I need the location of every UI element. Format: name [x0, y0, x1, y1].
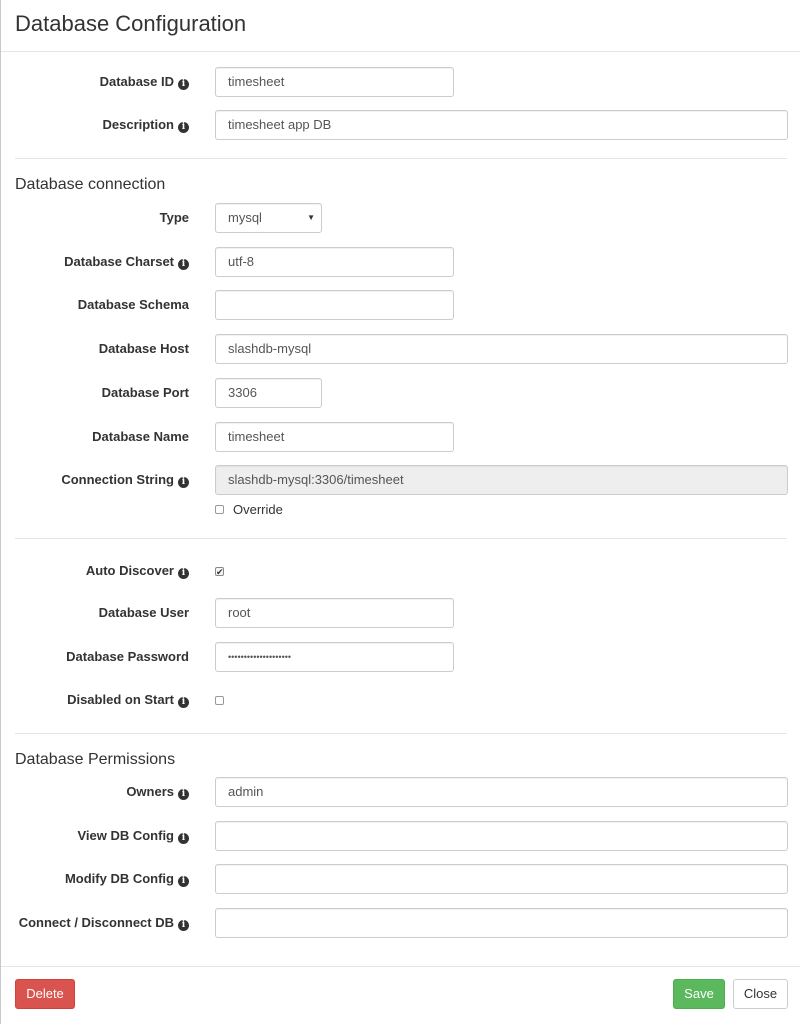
charset-input[interactable]: utf-8 — [215, 247, 454, 277]
info-icon[interactable]: i — [178, 876, 189, 887]
connect-db-row — [1, 908, 800, 942]
modal-header — [1, 0, 800, 52]
caret-down-icon: ▼ — [307, 213, 315, 222]
disabled-on-start-row — [1, 685, 800, 719]
type-select[interactable] — [215, 203, 322, 233]
info-icon[interactable]: i — [178, 789, 189, 800]
db-id-label: Database ID — [99, 74, 174, 89]
port-label: Database Port — [101, 385, 189, 400]
dbname-row — [1, 422, 800, 456]
connect-db-label-wrap — [1, 908, 189, 938]
charset-label-wrap — [1, 247, 189, 277]
info-icon[interactable]: i — [178, 697, 189, 708]
user-label: Database User — [98, 605, 189, 620]
password-label: Database Password — [66, 649, 189, 664]
auto-discover-label-wrap — [1, 556, 189, 586]
info-icon[interactable]: i — [178, 920, 189, 931]
user-row — [1, 598, 800, 632]
conn-string-label: Connection String — [61, 472, 174, 487]
charset-label: Database Charset — [64, 254, 174, 269]
schema-label: Database Schema — [77, 297, 189, 312]
type-select-value: mysql — [228, 210, 262, 225]
dbname-input[interactable]: timesheet — [215, 422, 454, 452]
modify-config-row — [1, 864, 800, 898]
info-icon[interactable]: i — [178, 833, 189, 844]
info-icon[interactable]: i — [178, 79, 189, 90]
port-input[interactable]: 3306 — [215, 378, 322, 408]
check-icon: ✔ — [216, 567, 224, 577]
info-icon[interactable]: i — [178, 568, 189, 579]
auto-discover-label: Auto Discover — [85, 563, 174, 578]
conn-string-input[interactable]: slashdb-mysql:3306/timesheet — [215, 465, 788, 495]
disabled-on-start-label: Disabled on Start — [67, 692, 174, 707]
view-config-input[interactable] — [215, 821, 788, 851]
conn-string-label-wrap — [1, 465, 189, 495]
owners-label-wrap — [1, 777, 189, 807]
modal-title: Database Configuration — [15, 11, 247, 36]
dbname-label: Database Name — [92, 429, 189, 444]
description-label-wrap — [1, 110, 189, 140]
type-label: Type — [159, 210, 189, 225]
disabled-on-start-checkbox[interactable] — [215, 696, 224, 705]
owners-input[interactable]: admin — [215, 777, 788, 807]
auto-discover-row — [1, 556, 800, 590]
view-config-label: View DB Config — [77, 828, 174, 843]
view-config-row — [1, 821, 800, 855]
permissions-section-title: Database Permissions — [15, 751, 176, 768]
divider — [15, 158, 787, 159]
modify-config-input[interactable] — [215, 864, 788, 894]
schema-row — [1, 290, 800, 324]
disabled-on-start-label-wrap — [1, 685, 189, 715]
delete-button[interactable]: Delete — [15, 979, 75, 1009]
connection-section-title: Database connection — [15, 176, 166, 193]
host-input[interactable]: slashdb-mysql — [215, 334, 788, 364]
type-row — [1, 203, 800, 237]
schema-input[interactable] — [215, 290, 454, 320]
info-icon[interactable]: i — [178, 259, 189, 270]
modal-footer-divider — [1, 966, 800, 967]
modify-config-label-wrap — [1, 864, 189, 894]
override-checkbox[interactable] — [215, 505, 224, 514]
description-row — [1, 110, 800, 144]
connect-db-input[interactable] — [215, 908, 788, 938]
auto-discover-checkbox[interactable] — [215, 567, 224, 576]
divider — [15, 733, 787, 734]
info-icon[interactable]: i — [178, 122, 189, 133]
description-input[interactable]: timesheet app DB — [215, 110, 788, 140]
db-id-input[interactable]: timesheet — [215, 67, 454, 97]
view-config-label-wrap — [1, 821, 189, 851]
divider — [15, 538, 787, 539]
host-label: Database Host — [98, 341, 189, 356]
host-row — [1, 334, 800, 368]
db-id-row — [1, 67, 800, 101]
conn-string-row — [1, 465, 800, 499]
db-id-label-wrap — [1, 67, 189, 97]
password-row — [1, 642, 800, 676]
port-row — [1, 378, 800, 412]
modify-config-label: Modify DB Config — [64, 871, 174, 886]
charset-row — [1, 247, 800, 281]
password-input[interactable]: •••••••••••••••••••• — [215, 642, 454, 672]
info-icon[interactable]: i — [178, 477, 189, 488]
override-label: Override — [233, 502, 283, 517]
save-button[interactable]: Save — [673, 979, 725, 1009]
owners-row — [1, 777, 800, 811]
close-button[interactable]: Close — [733, 979, 788, 1009]
owners-label: Owners — [126, 784, 174, 799]
user-input[interactable]: root — [215, 598, 454, 628]
description-label: Description — [102, 117, 174, 132]
connect-db-label: Connect / Disconnect DB — [18, 915, 174, 930]
